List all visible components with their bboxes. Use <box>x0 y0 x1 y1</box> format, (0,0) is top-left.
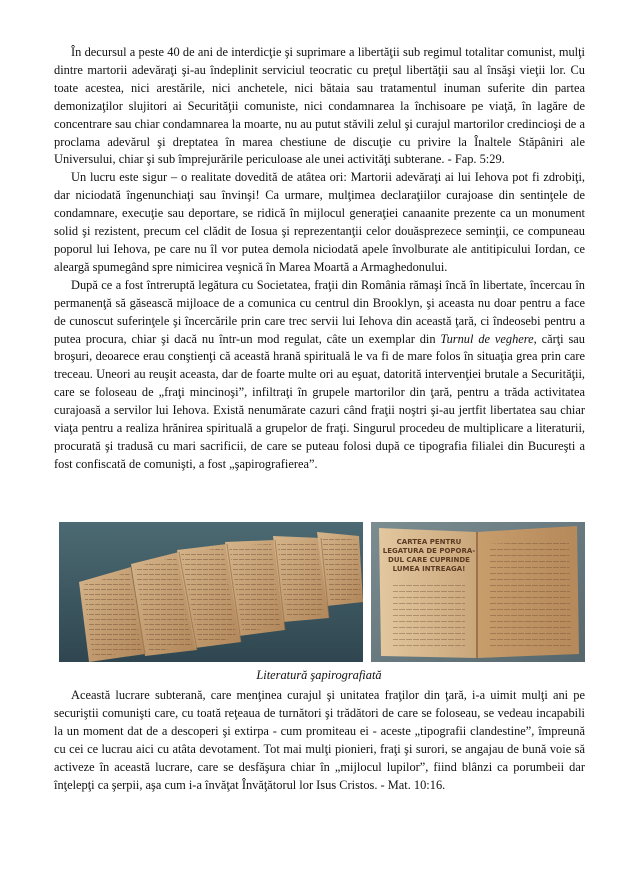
paragraph-3: După ce a fost întreruptă legătura cu Societatea, fraţii din România rămaşi încă în libertate, încercau în permanenţă să găsească mijloace de a comunica cu centrul din Brooklyn, şi aceasta nu doar pentru a face de cunoscut suferinţele şi încercările prin care trec servii lui Iehova din această ţară, ci îndeosebi pentru a putea procura, chiar şi dacă nu într-un mod regulat, câte un exemplar din Turnul de veghere, cărţi sau broşuri, deoarece erau conştienţi că această hrană spirituală le va fi de mare folos în situaţia grea prin care treceau. Uneori au reuşit aceasta, dar de foarte multe ori au eşuat, datorită intervenţiei brutale a Securităţii, care se foloseau de „fraţi mincinoşi”, infiltraţi în grupele martorilor din ţară, pentru a trăda activitatea curajoasă a servilor lui Iehova. Există nenumărate cazuri când fraţii noştri şi-au jertfit libertatea sau chiar viaţa pentru a realiza hrănirea spirituală a grupelor de fraţi. Singurul procedeu de multiplicare a literaturii, procurată şi tradusă cu mari sacrificii, de care se puteau folosi după ce tipografia filialei din Bucureşti a fost confiscată de comunişti, a fost „şapirografierea”. <box>54 277 585 471</box>
paragraph-1: În decursul a peste 40 de ani de interdicţie şi suprimare a libertăţii sub regimul totalitar comunist, mulţi dintre martorii adevăraţi şi-au îndeplinit serviciul teocratic cu preţul libertăţii sau al însăşi vieţii lor. Cu toate acestea, nici arestările, nici anchetele, nici bătaia sau tratamentul inuman suferite din partea demonizaţilor slujitori ai Securităţii comuniste, nici condamnarea la închisoare pe viaţă, în lagăre de concentrare sau chiar condamnarea la moarte, nu au putut stăvili zelul şi curajul martorilor credincioşi de a proclama adevărul şi dreptatea în marea chestiune de discuţie cu privire la Înaltele Stăpâniri ale Universului, chiar şi sub împrejurările periculoase ale unei activităţi subterane. - Fap. 5:29. <box>54 45 585 167</box>
photo-open-booklet <box>371 522 585 662</box>
cover-title-line-3: DUL CARE CUPRINDE <box>388 556 470 564</box>
body-text-top <box>54 44 585 474</box>
photo-stacked-booklets <box>59 522 363 662</box>
paragraph-2: Un lucru este sigur – o realitate dovedită de atâtea ori: Martorii adevăraţi ai lui Iehova pot fi zdrobiţi, dar niciodată îngenunchiaţi sau învinşi! Ca urmare, mulţimea declaraţiilor curajoase din sentinţele de condamnare, execuţie sau deportare, se ridică în mijlocul generaţiei canaanite prezente ca un monument solid şi rezistent, precum cel clădit de Iosua şi reprezentanţii celor douăsprezece seminţii, ce compuneau poporul lui Iehova, pe care nu îl vor putea demola niciodată apele învolburate ale antitipicului Iordan, ce aleargă spumegând spre nimicirea veşnică în Marea Moartă a Armaghedonului. <box>54 170 585 274</box>
magazine-title: Turnul de veghere <box>440 331 534 346</box>
paragraph-4: Această lucrare subterană, care menţinea curajul şi unitatea fraţilor din ţară, i-a uimit mulţi ani pe securiştii comunişti care, cu toată reţeaua de turnători şi trădători de care se foloseau, se vedeau incapabili la un moment dat de a descoperi şi extirpa - cum promiteau ei - aceste „tipografii clandestine”, împreună cu cei ce lucrau aici cu atâta devotament. Tot mai mulţi pionieri, fraţi şi surori, se angajau de bună voie să activeze în această lucrare, care se desfăşura chiar în „mijlocul lupilor”, fiind blânzi ca porumbeii dar înţelepţi ca şerpii, aşa cum i-a învăţat Învăţătorul lor Isus Cristos. - Mat. 10:16. <box>54 688 585 792</box>
cover-title-line-4: LUMEA INTREAGA! <box>392 565 466 573</box>
cover-title-line-1: CARTEA PENTRU <box>396 538 462 546</box>
figure-caption: Literatură şapirografiată <box>256 668 382 682</box>
body-text-bottom <box>54 687 585 794</box>
cover-title-line-2: LEGATURA DE POPORA- <box>382 547 476 555</box>
